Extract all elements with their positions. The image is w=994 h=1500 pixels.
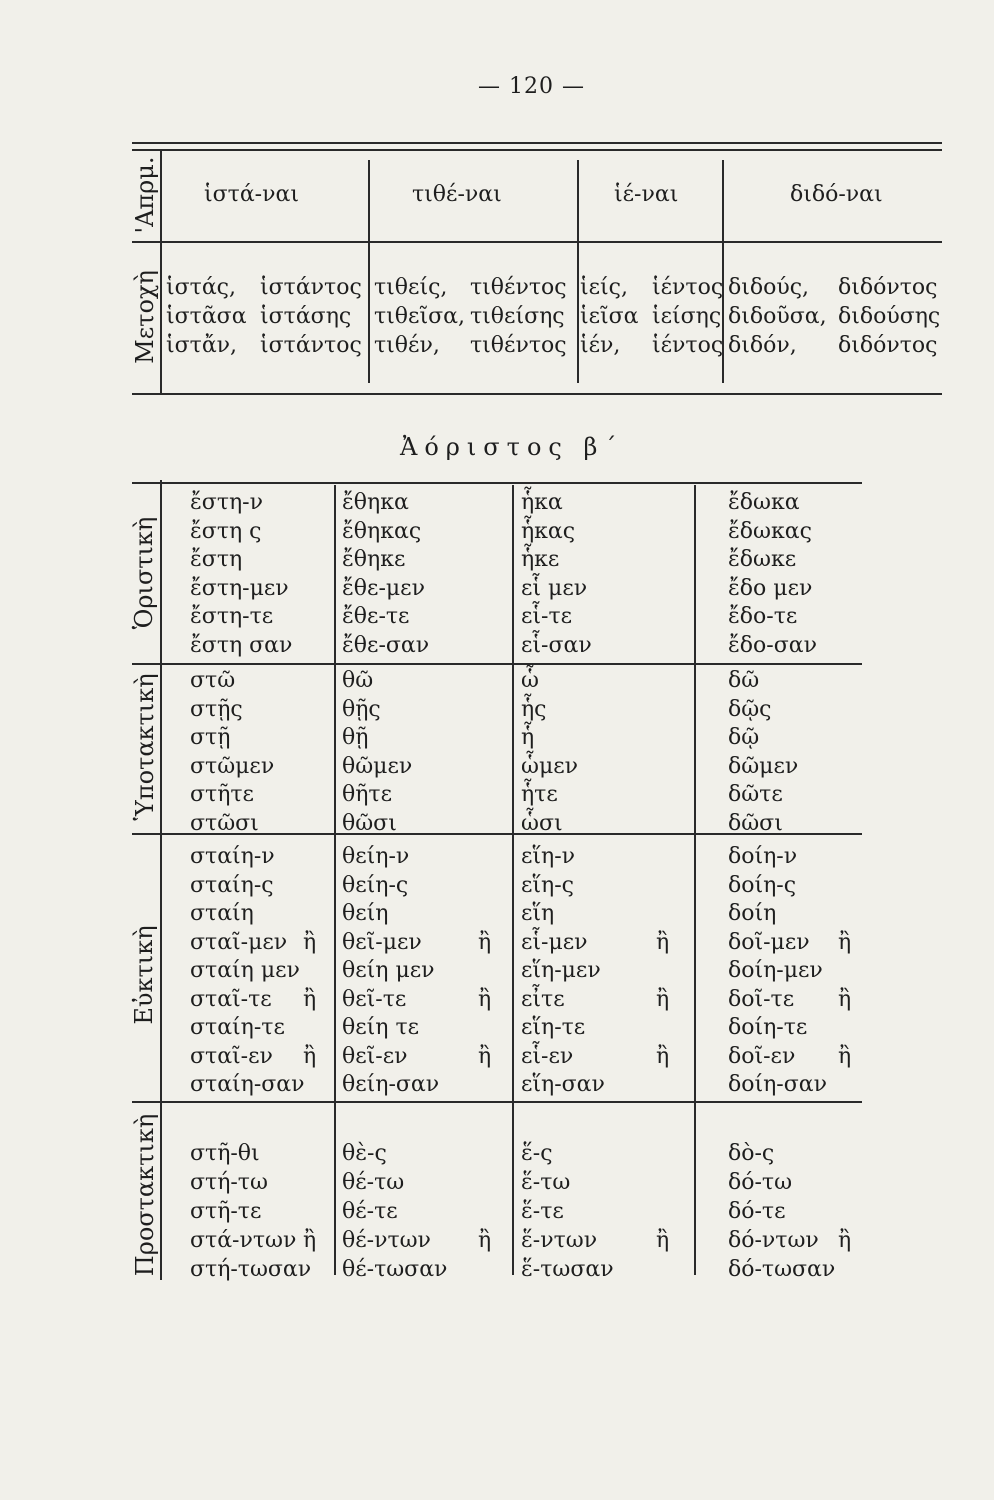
ypotaktiki-form: ἧτε — [521, 782, 558, 807]
prostaktiki-form: στῆ-θι — [190, 1141, 260, 1166]
header-tithenai: τιθέ-ναι — [412, 182, 502, 207]
or-marker: ἢ — [478, 1228, 492, 1253]
oristiki-form: ἔδο-σαν — [728, 632, 817, 658]
efktiki-form: εἵη-μεν — [521, 958, 601, 983]
ypotaktiki-form: ἧς — [521, 696, 547, 722]
or-marker: ἢ — [656, 929, 670, 955]
efktiki-form: εἶτε — [521, 986, 565, 1012]
ypotaktiki-form: ὧμεν — [521, 753, 579, 779]
efktiki-form: θείη τε — [342, 1015, 420, 1040]
oristiki-form: ἔστη — [190, 547, 243, 572]
lower-col-divider-3 — [694, 485, 696, 1275]
efktiki-form: εἵη-σαν — [521, 1072, 605, 1097]
ypotaktiki-form: θῇ — [342, 725, 369, 750]
or-marker: ἢ — [656, 1228, 670, 1253]
metochi-cell: ἱστάντος — [260, 275, 362, 300]
ypotaktiki-form: ὧ — [521, 668, 539, 693]
oristiki-form: ἔθε-τε — [342, 604, 410, 629]
oristiki-form: ἧκε — [521, 547, 560, 572]
oristiki-form: ἔδωκε — [728, 547, 797, 572]
efktiki-form: δοίη-σαν — [728, 1072, 827, 1097]
or-marker: ἢ — [303, 929, 317, 955]
metochi-cell: διδόντος — [838, 275, 938, 300]
ypotaktiki-form: θῇς — [342, 696, 381, 722]
oristiki-form: ἔθηκε — [342, 547, 406, 572]
prostaktiki-form: θέ-τωσαν — [342, 1257, 448, 1282]
prostaktiki-form: ἕ-ντων — [521, 1228, 598, 1253]
metochi-cell: ἱστἄν, — [166, 333, 238, 358]
efktiki-form: σταίη-ς — [190, 872, 274, 898]
metochi-cell: ἱεῖσα — [580, 304, 639, 329]
oristiki-form: ἧκας — [521, 518, 576, 544]
oristiki-form: ἔδωκα — [728, 490, 800, 515]
efktiki-form: θεῖ-εν — [342, 1043, 408, 1069]
oristiki-form: ἔστη-μεν — [190, 575, 289, 601]
efktiki-form: εἵη — [521, 901, 555, 926]
oristiki-form: ἔθηκας — [342, 518, 422, 544]
metochi-cell: ἱείσης — [652, 304, 722, 329]
oristiki-form: ἔθηκα — [342, 490, 409, 515]
efktiki-form: σταῖ-τε — [190, 986, 272, 1012]
or-marker: ἢ — [303, 1043, 317, 1069]
metochi-cell: τιθείς, — [374, 275, 448, 300]
header-didonai: διδό-ναι — [790, 182, 883, 207]
ypotaktiki-form: δῷς — [728, 696, 772, 722]
efktiki-form: σταίη μεν — [190, 958, 300, 983]
efktiki-form: εἵη-ς — [521, 872, 574, 898]
metochi-cell: διδόντος — [838, 333, 938, 358]
metochi-cell: ἱστάντος — [260, 333, 362, 358]
efktiki-form: θείη — [342, 901, 389, 926]
efktiki-label: Εὐκτικὴ — [130, 925, 158, 1025]
prostaktiki-form: ἕ-τω — [521, 1170, 571, 1195]
metochi-cell: ἱέντος — [652, 275, 724, 300]
prostaktiki-form: στά-ντων — [190, 1228, 297, 1253]
ypotaktiki-form: στῶμεν — [190, 753, 275, 779]
efktiki-form: δοίη-τε — [728, 1015, 808, 1040]
or-marker: ἢ — [656, 1043, 670, 1069]
prostaktiki-form: δὸ-ς — [728, 1141, 775, 1166]
oristiki-form: ἧκα — [521, 490, 563, 515]
ypotaktiki-form: δῶμεν — [728, 753, 799, 779]
metochi-cell: ἱείς, — [580, 275, 628, 300]
oristiki-form: ἔστη ς — [190, 518, 262, 544]
or-marker: ἢ — [656, 986, 670, 1012]
page-number: — 120 — — [478, 74, 585, 99]
efktiki-form: εἵη-τε — [521, 1015, 586, 1040]
prostaktiki-form: δό-τωσαν — [728, 1257, 836, 1282]
metochi-cell: ἱέν, — [580, 333, 621, 358]
efktiki-form: σταίη-τε — [190, 1015, 285, 1040]
efktiki-form: δοῖ-εν — [728, 1043, 796, 1069]
efktiki-form: δοίη-μεν — [728, 958, 823, 983]
aorist-b-title: Ἀόριστος β΄ — [400, 433, 624, 461]
metochi-cell: διδόν, — [728, 333, 797, 358]
ypotaktiki-label: Ὑποτακτικὴ — [131, 673, 159, 821]
efktiki-form: εἵη-ν — [521, 844, 576, 869]
or-marker: ἢ — [478, 986, 492, 1012]
or-marker: ἢ — [303, 1228, 317, 1253]
prostaktiki-label: Προστακτικὴ — [131, 1113, 159, 1277]
oristiki-form: ἔθε-μεν — [342, 575, 425, 601]
oristiki-form: ἔδωκας — [728, 518, 812, 544]
or-marker: ἢ — [303, 986, 317, 1012]
table-top-rule — [132, 142, 942, 144]
metochi-cell: διδούς, — [728, 275, 810, 300]
col-divider-2 — [577, 160, 579, 383]
header-histanai: ἱστά-ναι — [204, 182, 299, 207]
efktiki-form: θείη-ν — [342, 844, 410, 869]
efktiki-form: δοίη-ς — [728, 872, 797, 898]
prostaktiki-form: ἕ-ς — [521, 1141, 553, 1166]
prostaktiki-form: δό-ντων — [728, 1228, 819, 1253]
oristiki-bottom-rule — [132, 663, 862, 665]
ypotaktiki-form: θῶ — [342, 668, 374, 693]
efktiki-form: σταῖ-εν — [190, 1043, 273, 1069]
prostaktiki-form: δό-τω — [728, 1170, 793, 1195]
ypotaktiki-form: στῶσι — [190, 810, 259, 836]
ypotaktiki-form: στῇ — [190, 725, 231, 750]
ypotaktiki-form: στῇς — [190, 696, 243, 722]
header-hienai: ἱέ-ναι — [614, 182, 679, 207]
metochi-cell: διδοῦσα, — [728, 304, 827, 329]
ypotaktiki-form: δῷ — [728, 725, 760, 750]
efktiki-form: σταίη — [190, 901, 254, 926]
oristiki-form: ἔστη-τε — [190, 604, 274, 629]
prostaktiki-form: δό-τε — [728, 1199, 786, 1224]
efktiki-bottom-rule — [132, 1101, 862, 1103]
metochi-cell: τιθείσης — [470, 304, 565, 329]
efktiki-form: θείη-σαν — [342, 1072, 440, 1097]
ypotaktiki-form: στῶ — [190, 668, 236, 693]
ypotaktiki-form: ὧσι — [521, 810, 563, 836]
metochi-cell: ἱστάς, — [166, 275, 236, 300]
oristiki-form: ἔδο μεν — [728, 575, 813, 601]
table-top-rule-2 — [132, 149, 942, 151]
ypotaktiki-form: δῶσι — [728, 810, 783, 836]
oristiki-form: ἔστη σαν — [190, 632, 293, 658]
prostaktiki-form: ἕ-τωσαν — [521, 1257, 614, 1282]
or-marker: ἢ — [478, 929, 492, 955]
efktiki-form: δοῖ-μεν — [728, 929, 810, 955]
efktiki-form: θείη μεν — [342, 958, 435, 983]
ypotaktiki-form: θῶμεν — [342, 753, 413, 779]
or-marker: ἢ — [838, 1228, 852, 1253]
metochi-cell: ἱστάσης — [260, 304, 352, 329]
ypotaktiki-form: στῆτε — [190, 782, 254, 807]
ypotaktiki-form: δῶτε — [728, 782, 783, 807]
header-bottom-rule — [132, 241, 942, 243]
prostaktiki-form: θέ-ντων — [342, 1228, 431, 1253]
prostaktiki-form: στῆ-τε — [190, 1199, 262, 1224]
oristiki-form: εἷ μεν — [521, 575, 588, 601]
prostaktiki-form: στή-τωσαν — [190, 1257, 312, 1282]
or-marker: ἢ — [838, 986, 852, 1012]
oristiki-form: ἔθε-σαν — [342, 632, 430, 658]
lower-col-divider-2 — [512, 485, 514, 1275]
ypotaktiki-form: θῆτε — [342, 782, 392, 807]
or-marker: ἢ — [838, 929, 852, 955]
oristiki-form: ἔδο-τε — [728, 604, 798, 629]
lower-top-rule — [132, 482, 862, 484]
metochi-cell: τιθεῖσα, — [374, 304, 465, 329]
prostaktiki-form: στή-τω — [190, 1170, 268, 1195]
lower-col-divider-1 — [334, 485, 336, 1275]
efktiki-form: εἷ-μεν — [521, 929, 588, 955]
efktiki-form: σταῖ-μεν — [190, 929, 288, 955]
efktiki-form: θεῖ-μεν — [342, 929, 422, 955]
efktiki-form: θείη-ς — [342, 872, 409, 898]
oristiki-form: εἷ-τε — [521, 604, 573, 629]
or-marker: ἢ — [478, 1043, 492, 1069]
prostaktiki-form: θέ-τε — [342, 1199, 398, 1224]
metochi-cell: τιθέν, — [374, 333, 440, 358]
metochi-cell: ἱέντος — [652, 333, 724, 358]
ypotaktiki-form: ἧ — [521, 725, 535, 750]
col-divider-1 — [368, 160, 370, 383]
efktiki-form: σταίη-ν — [190, 844, 275, 869]
efktiki-form: σταίη-σαν — [190, 1072, 305, 1097]
ypotaktiki-form: θῶσι — [342, 810, 397, 836]
efktiki-form: δοῖ-τε — [728, 986, 795, 1012]
metochi-cell: τιθέντος — [470, 333, 567, 358]
ypotaktiki-form: δῶ — [728, 668, 760, 693]
prostaktiki-form: θὲ-ς — [342, 1141, 387, 1166]
oristiki-label: Ὁριστικὴ — [130, 516, 158, 630]
aparemfato-label: 'Απρμ. — [131, 156, 159, 234]
efktiki-form: δοίη-ν — [728, 844, 798, 869]
metochi-bottom-rule — [132, 393, 942, 395]
metochi-cell: τιθέντος — [470, 275, 567, 300]
efktiki-form: εἷ-εν — [521, 1043, 574, 1069]
efktiki-form: θεῖ-τε — [342, 986, 407, 1012]
prostaktiki-form: ἕ-τε — [521, 1199, 564, 1224]
metochi-cell: διδούσης — [838, 304, 941, 329]
prostaktiki-form: θέ-τω — [342, 1170, 405, 1195]
efktiki-form: δοίη — [728, 901, 777, 926]
oristiki-form: εἷ-σαν — [521, 632, 592, 658]
metochi-label: Μετοχὴ — [131, 270, 159, 364]
metochi-cell: ἱστᾶσα — [166, 304, 247, 329]
or-marker: ἢ — [838, 1043, 852, 1069]
oristiki-form: ἔστη-ν — [190, 490, 263, 515]
